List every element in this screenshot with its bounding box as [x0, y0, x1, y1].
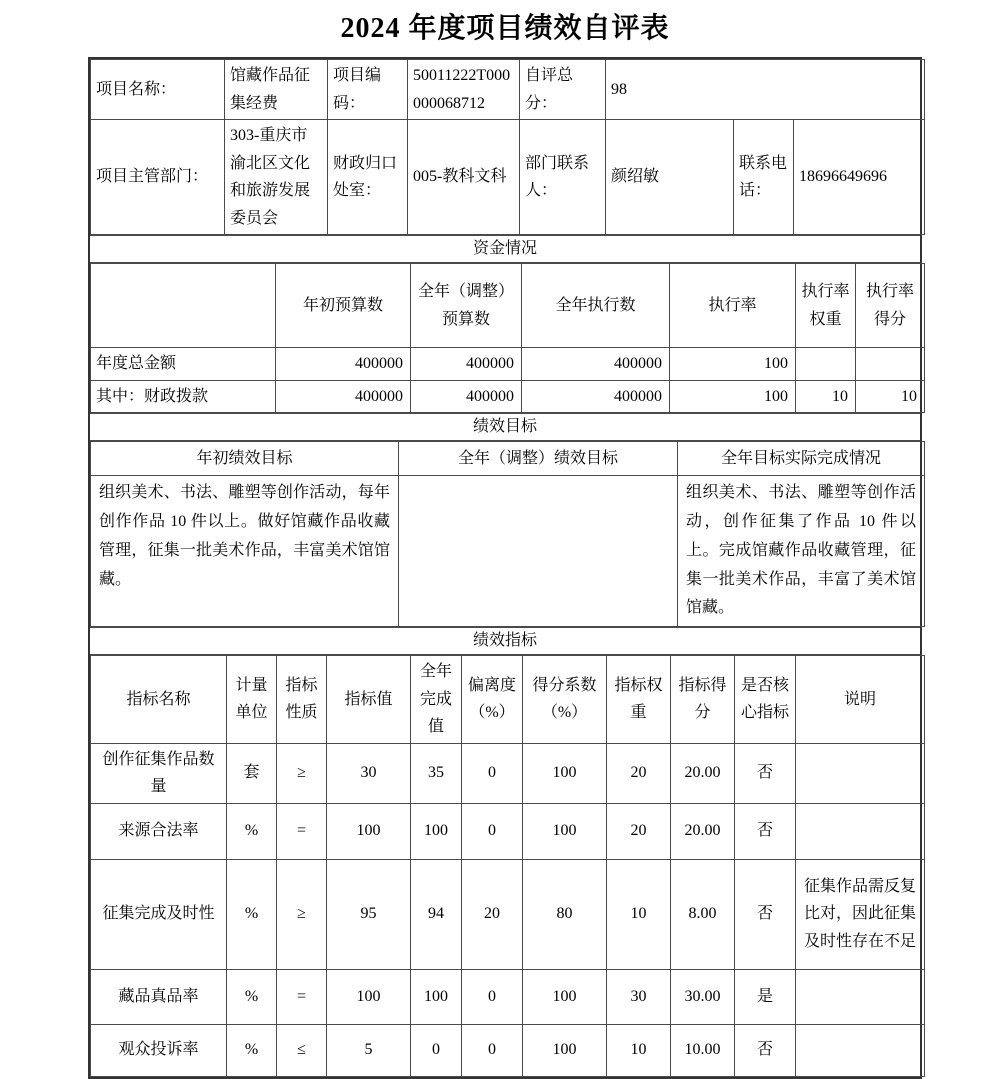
- indicator-header-cell: 得分系数（%）: [523, 656, 607, 744]
- funding-table: [90, 263, 925, 413]
- indicator-cell: 创作征集作品数量: [91, 743, 227, 803]
- goals-header-cell: 年初绩效目标: [91, 442, 399, 476]
- funding-cell: 100: [670, 348, 796, 381]
- indicator-cell: 10.00: [671, 1024, 735, 1076]
- indicators-header-row: [91, 656, 925, 744]
- finance-office-value: 005-教科文科: [408, 120, 520, 235]
- funding-header-cell: 执行率: [670, 264, 796, 348]
- funding-cell: 10: [856, 380, 925, 413]
- indicator-cell: 否: [735, 859, 796, 969]
- funding-row-label: 其中：财政拨款: [91, 380, 276, 413]
- funding-header-row: [91, 264, 925, 348]
- document-page: [0, 9, 1000, 1059]
- section-goals-title: 绩效目标: [90, 413, 920, 441]
- indicator-cell: 0: [411, 1024, 462, 1076]
- indicator-cell: ≤: [277, 1024, 327, 1076]
- goals-header-cell: 全年（调整）绩效目标: [399, 442, 678, 476]
- goals-header-cell: 全年目标实际完成情况: [678, 442, 925, 476]
- goal-adjusted-text: [399, 476, 678, 627]
- evaluation-form: [88, 57, 922, 1079]
- indicator-cell: 100: [411, 969, 462, 1024]
- indicator-cell: 0: [462, 1024, 523, 1076]
- indicator-header-cell: 指标得分: [671, 656, 735, 744]
- funding-header-cell: 全年执行数: [522, 264, 670, 348]
- funding-cell: 400000: [411, 348, 522, 381]
- indicator-row: [91, 859, 925, 969]
- funding-cell: 100: [670, 380, 796, 413]
- funding-cell: 400000: [276, 380, 411, 413]
- dept-value: 303-重庆市渝北区文化和旅游发展委员会: [225, 120, 328, 235]
- indicator-cell: 100: [523, 743, 607, 803]
- indicator-cell: =: [277, 969, 327, 1024]
- finance-office-label: 财政归口处室：: [328, 120, 408, 235]
- indicator-row: [91, 1024, 925, 1076]
- indicator-cell: %: [227, 859, 277, 969]
- indicator-cell: 5: [327, 1024, 411, 1076]
- indicator-cell: [796, 1024, 925, 1076]
- indicator-header-cell: 指标权重: [607, 656, 671, 744]
- funding-header-cell: 全年（调整）预算数: [411, 264, 522, 348]
- contact-label: 部门联系人：: [520, 120, 606, 235]
- indicator-cell: 94: [411, 859, 462, 969]
- indicators-table: [90, 655, 925, 1077]
- indicator-cell: 否: [735, 803, 796, 859]
- indicator-cell: 30: [607, 969, 671, 1024]
- project-info-table: [90, 59, 925, 235]
- indicator-cell: %: [227, 969, 277, 1024]
- funding-cell: 400000: [411, 380, 522, 413]
- indicator-cell: 套: [227, 743, 277, 803]
- goal-actual-text: 组织美术、书法、雕塑等创作活动，创作征集了作品 10 件以上。完成馆藏作品收藏管理，征集一批美术作品，丰富了美术馆馆藏。: [678, 476, 925, 627]
- indicator-cell: 20.00: [671, 803, 735, 859]
- indicator-header-cell: 是否核心指标: [735, 656, 796, 744]
- indicator-cell: 8.00: [671, 859, 735, 969]
- indicator-cell: 否: [735, 743, 796, 803]
- indicator-cell: 80: [523, 859, 607, 969]
- indicator-cell: 0: [462, 743, 523, 803]
- indicator-cell: 征集完成及时性: [91, 859, 227, 969]
- indicator-cell: 100: [327, 803, 411, 859]
- indicator-cell: 100: [523, 1024, 607, 1076]
- indicator-cell: 100: [523, 803, 607, 859]
- indicator-cell: %: [227, 803, 277, 859]
- indicator-cell: 0: [462, 969, 523, 1024]
- indicator-header-cell: 指标性质: [277, 656, 327, 744]
- indicator-header-cell: 说明: [796, 656, 925, 744]
- indicator-cell: 是: [735, 969, 796, 1024]
- funding-row-label: 年度总金额: [91, 348, 276, 381]
- phone-label: 联系电话：: [734, 120, 794, 235]
- project-info-row-2: [91, 120, 925, 235]
- indicator-cell: 30: [327, 743, 411, 803]
- indicator-header-cell: 指标名称: [91, 656, 227, 744]
- indicator-cell: 100: [523, 969, 607, 1024]
- section-indicators-title: 绩效指标: [90, 627, 920, 655]
- indicator-cell: ≥: [277, 859, 327, 969]
- indicator-header-cell: 计量单位: [227, 656, 277, 744]
- indicator-header-cell: 偏离度（%）: [462, 656, 523, 744]
- indicator-cell: %: [227, 1024, 277, 1076]
- funding-cell: 400000: [522, 380, 670, 413]
- self-score-value: 98: [606, 60, 925, 120]
- project-code-value: 50011222T000000068712: [408, 60, 520, 120]
- phone-value: 18696649696: [794, 120, 925, 235]
- indicator-cell: 来源合法率: [91, 803, 227, 859]
- funding-header-cell: 执行率权重: [796, 264, 856, 348]
- indicator-cell: 观众投诉率: [91, 1024, 227, 1076]
- funding-cell: [796, 348, 856, 381]
- goal-initial-text: 组织美术、书法、雕塑等创作活动，每年创作作品 10 件以上。做好馆藏作品收藏管理，征集一批美术作品，丰富美术馆馆藏。: [91, 476, 399, 627]
- indicator-cell: 20.00: [671, 743, 735, 803]
- project-info-row-1: [91, 60, 925, 120]
- indicator-cell: ≥: [277, 743, 327, 803]
- funding-cell: 10: [796, 380, 856, 413]
- funding-cell: 400000: [276, 348, 411, 381]
- indicator-header-cell: 全年完成值: [411, 656, 462, 744]
- indicator-cell: 否: [735, 1024, 796, 1076]
- project-name-value: 馆藏作品征集经费: [225, 60, 328, 120]
- indicator-cell: 30.00: [671, 969, 735, 1024]
- goals-content-row: [91, 476, 925, 627]
- indicator-cell: 10: [607, 1024, 671, 1076]
- goals-header-row: [91, 442, 925, 476]
- indicator-cell: 95: [327, 859, 411, 969]
- funding-row-fiscal: [91, 380, 925, 413]
- funding-row-total: [91, 348, 925, 381]
- indicator-row: [91, 743, 925, 803]
- indicator-row: [91, 803, 925, 859]
- indicator-cell: 100: [411, 803, 462, 859]
- funding-cell: [856, 348, 925, 381]
- indicator-cell: [796, 743, 925, 803]
- contact-value: 颜绍敏: [606, 120, 734, 235]
- goals-table: [90, 441, 925, 627]
- indicator-cell: [796, 969, 925, 1024]
- self-score-label: 自评总分：: [520, 60, 606, 120]
- funding-header-cell: 年初预算数: [276, 264, 411, 348]
- indicator-row: [91, 969, 925, 1024]
- indicator-cell: 20: [607, 803, 671, 859]
- indicator-remark-cell: 征集作品需反复比对，因此征集及时性存在不足: [796, 859, 925, 969]
- indicator-cell: [796, 803, 925, 859]
- indicator-header-cell: 指标值: [327, 656, 411, 744]
- indicator-cell: 35: [411, 743, 462, 803]
- project-code-label: 项目编码：: [328, 60, 408, 120]
- section-funding-title: 资金情况: [90, 235, 920, 263]
- indicator-cell: 20: [462, 859, 523, 969]
- funding-header-cell: [91, 264, 276, 348]
- dept-label: 项目主管部门：: [91, 120, 225, 235]
- indicator-cell: 10: [607, 859, 671, 969]
- indicator-cell: =: [277, 803, 327, 859]
- indicator-cell: 藏品真品率: [91, 969, 227, 1024]
- page-title: 2024 年度项目绩效自评表: [340, 13, 670, 44]
- funding-cell: 400000: [522, 348, 670, 381]
- indicator-cell: 20: [607, 743, 671, 803]
- indicator-cell: 100: [327, 969, 411, 1024]
- funding-header-cell: 执行率得分: [856, 264, 925, 348]
- project-name-label: 项目名称：: [91, 60, 225, 120]
- indicator-cell: 0: [462, 803, 523, 859]
